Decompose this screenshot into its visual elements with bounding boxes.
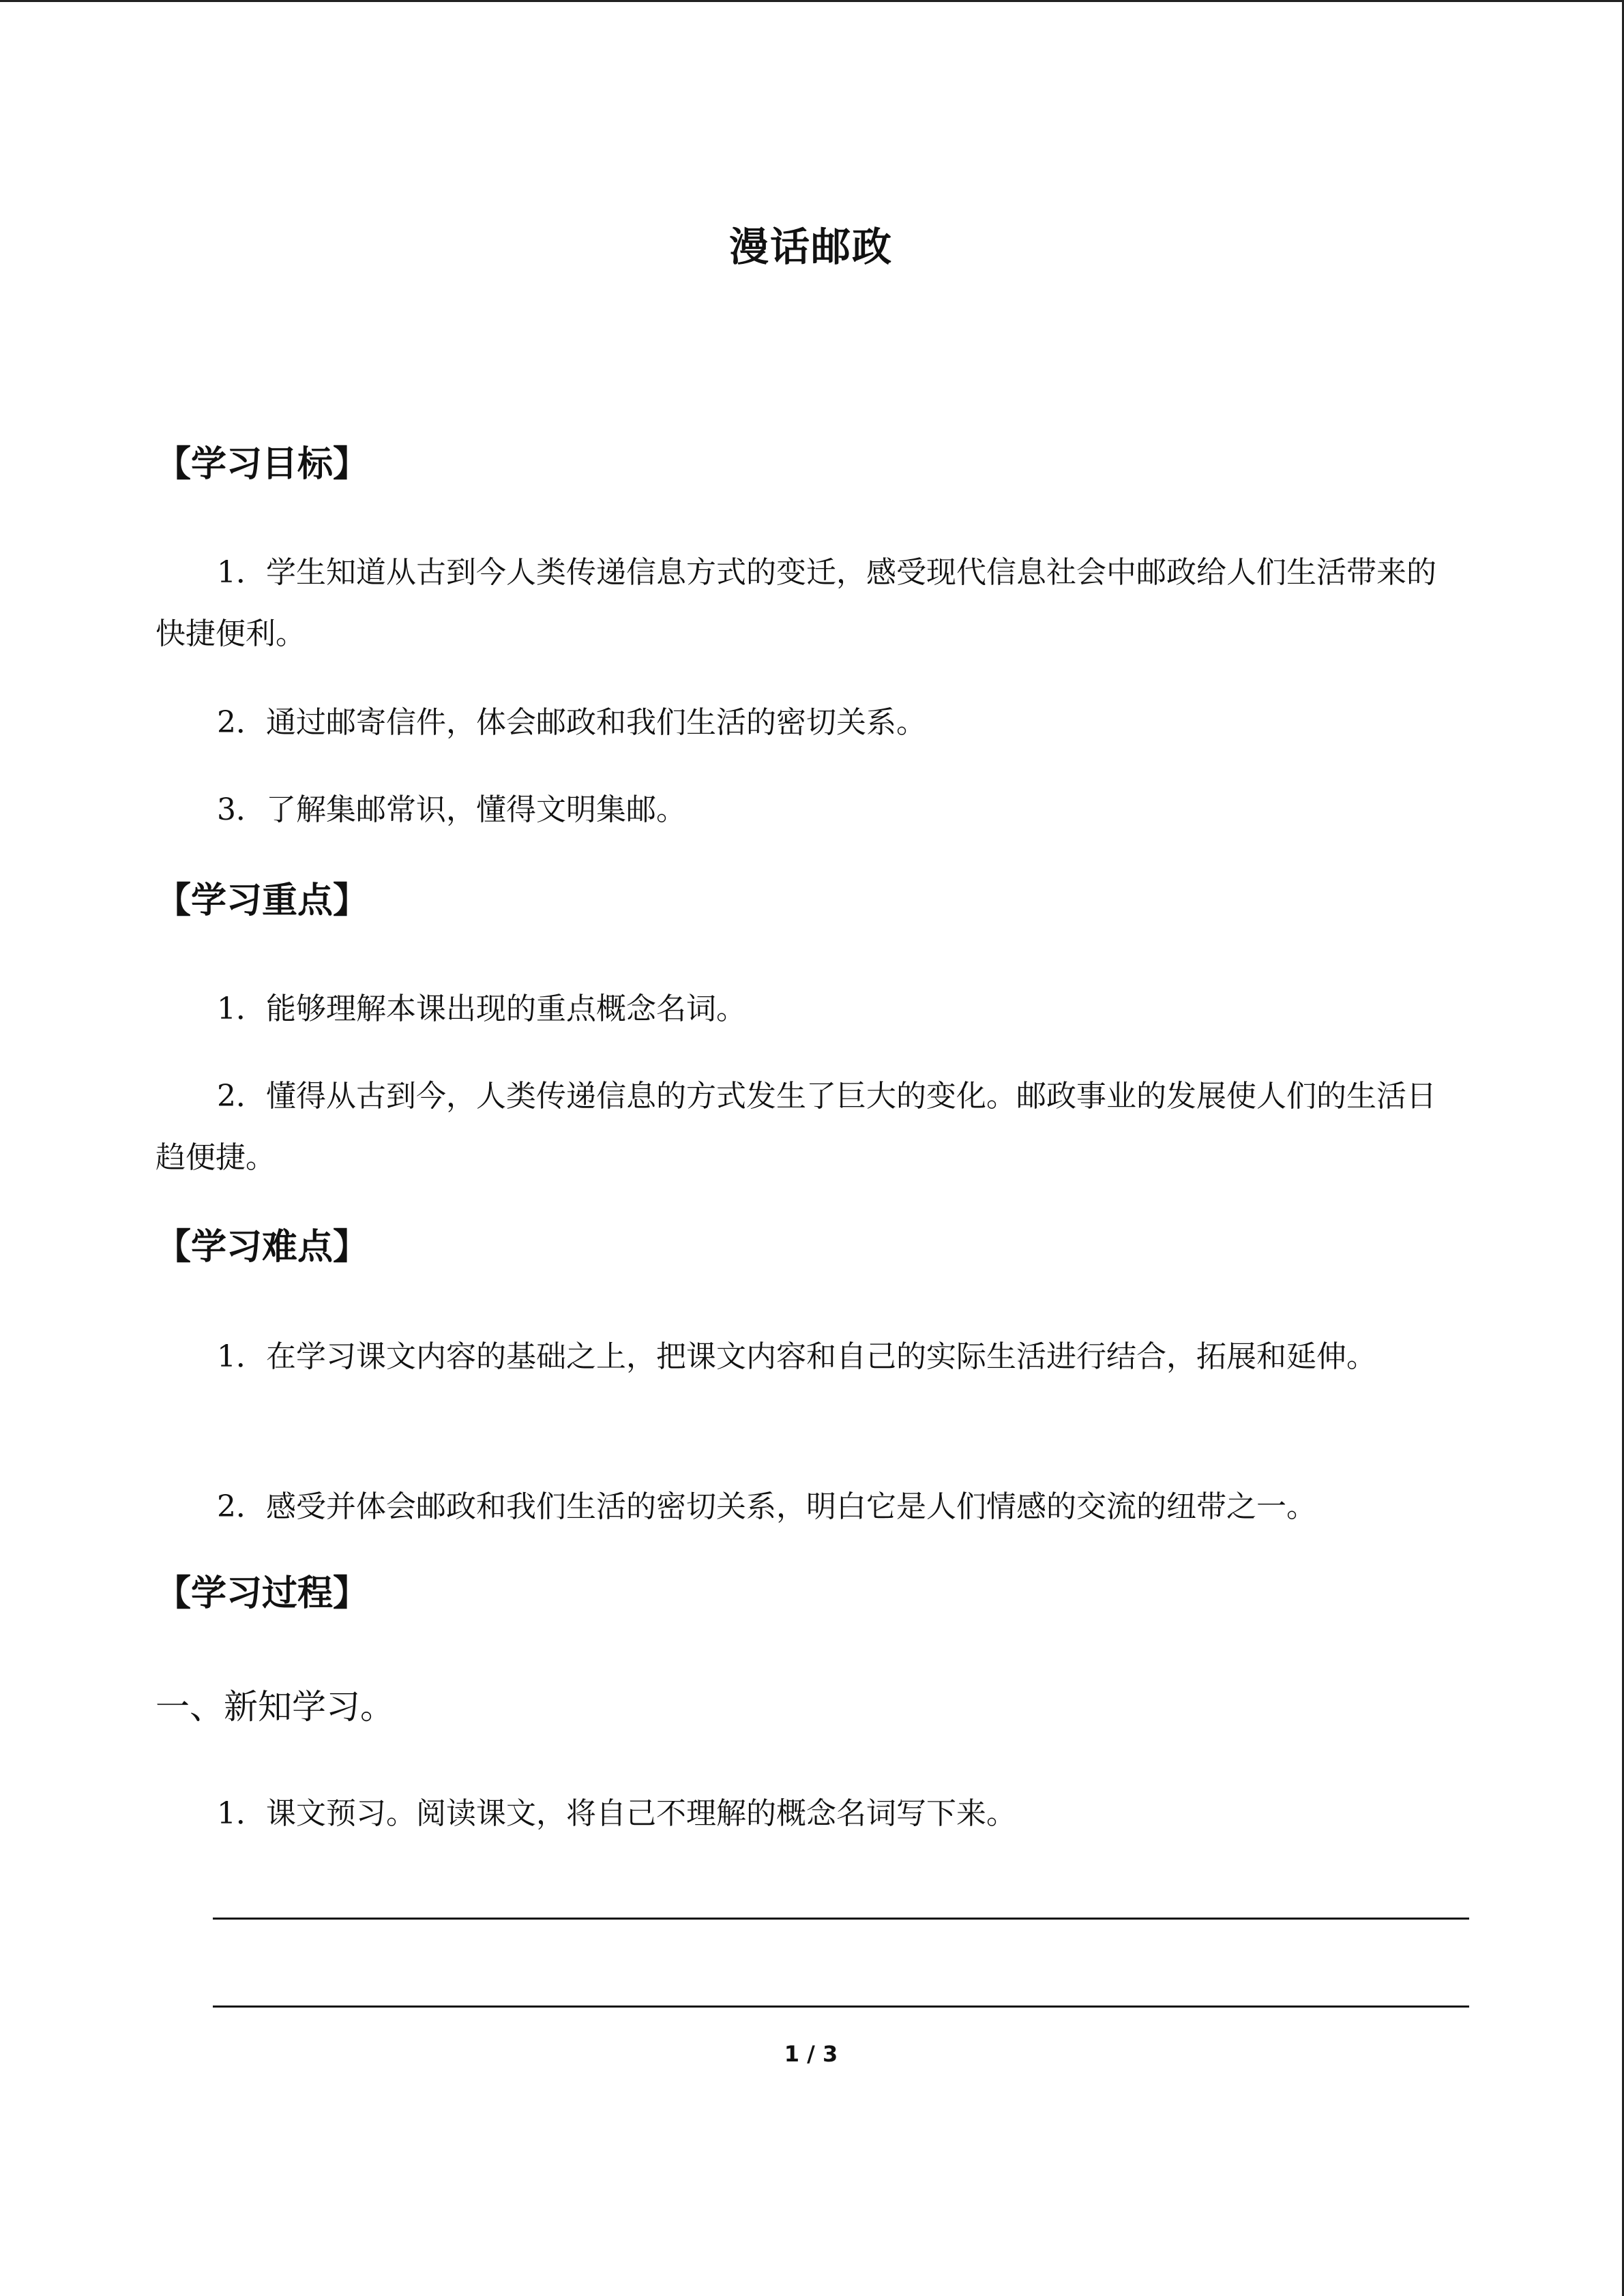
answer-line-2[interactable] xyxy=(213,2006,1469,2008)
goal-item-2: 2．通过邮寄信件，体会邮政和我们生活的密切关系。 xyxy=(217,705,926,740)
difficulty-item-1: 1．在学习课文内容的基础之上，把课文内容和自己的实际生活进行结合，拓展和延伸。 xyxy=(217,1339,1376,1374)
process-item-1: 1．课文预习。阅读课文，将自己不理解的概念名词写下来。 xyxy=(217,1796,1016,1831)
subsection-new-knowledge: 一、新知学习。 xyxy=(156,1687,394,1727)
heading-key-points: 【学习重点】 xyxy=(156,880,369,921)
answer-line-1[interactable] xyxy=(213,1918,1469,1920)
heading-process: 【学习过程】 xyxy=(156,1573,369,1614)
key-item-1: 1．能够理解本课出现的重点概念名词。 xyxy=(217,992,746,1026)
key-item-2: 2．懂得从古到今，人类传递信息的方式发生了巨大的变化。邮政事业的发展使人们的生活日趋便捷。 xyxy=(156,1079,1436,1175)
heading-learning-goals: 【学习目标】 xyxy=(156,444,369,485)
document-title: 漫话邮政 xyxy=(728,224,893,270)
goal-item-1: 1．学生知道从古到今人类传递信息方式的变迁，感受现代信息社会中邮政给人们生活带来的快捷便利。 xyxy=(156,555,1436,651)
difficulty-item-2: 2．感受并体会邮政和我们生活的密切关系，明白它是人们情感的交流的纽带之一。 xyxy=(217,1489,1316,1524)
goal-item-3: 3．了解集邮常识，懂得文明集邮。 xyxy=(217,792,686,827)
page-number: 1 / 3 xyxy=(784,2041,838,2067)
heading-difficulties: 【学习难点】 xyxy=(156,1227,369,1268)
